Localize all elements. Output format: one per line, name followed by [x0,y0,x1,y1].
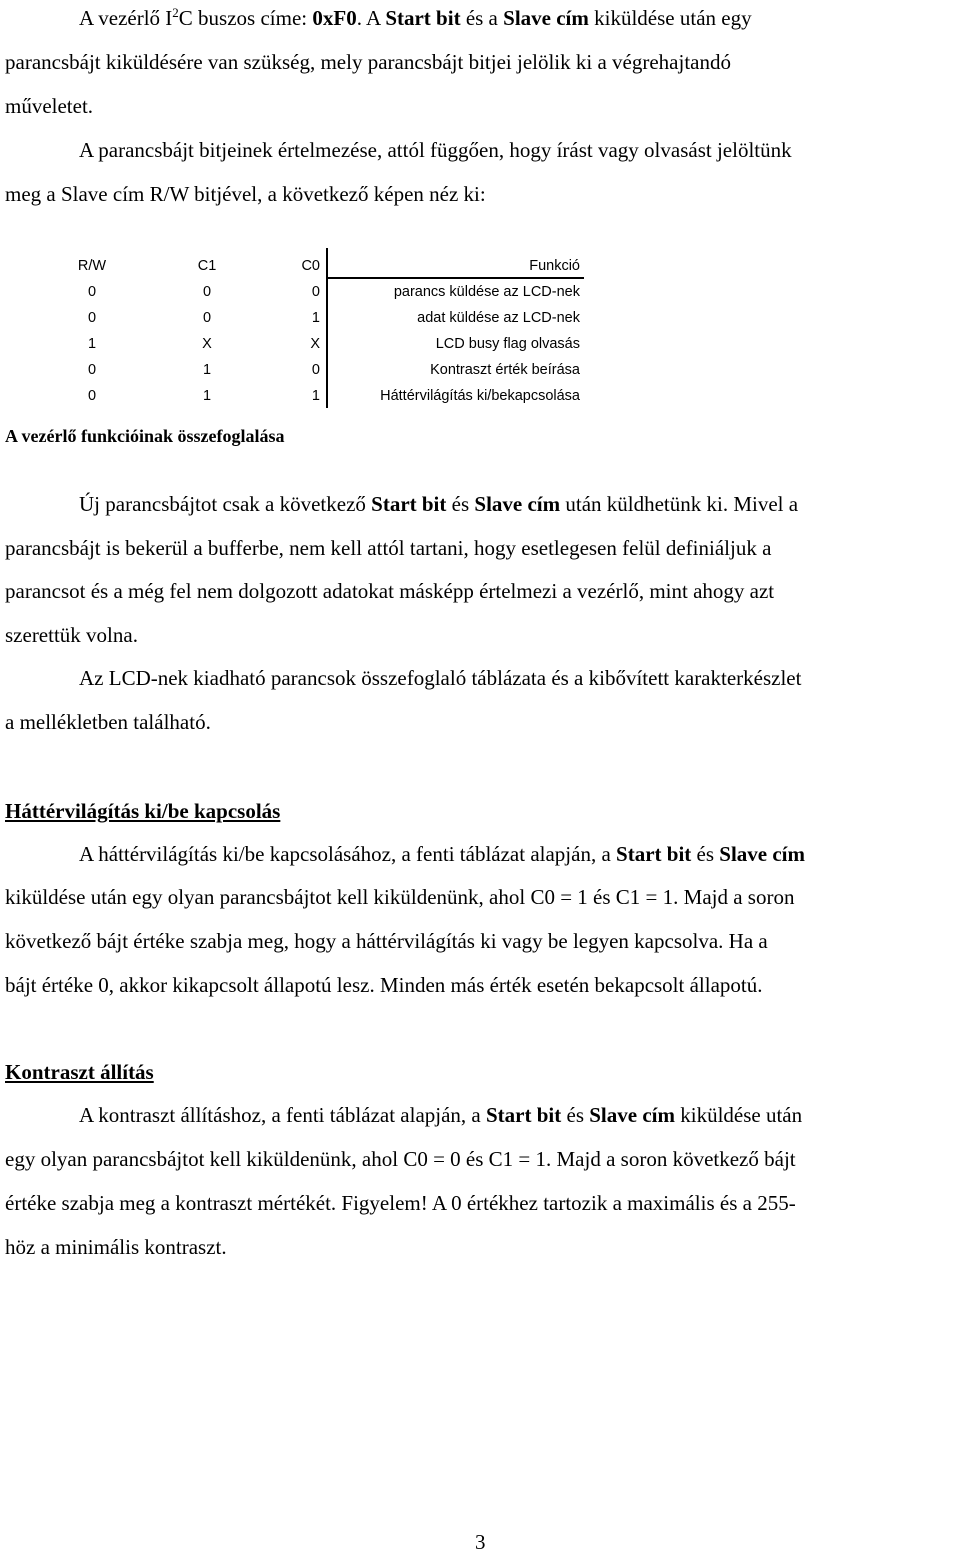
text: Új parancsbájtot csak a következő [79,492,372,516]
slave-address-term: Slave cím [589,1103,675,1127]
table-row-4-c0: 0 [311,362,320,378]
text: C buszos címe: [178,6,313,30]
table-row-2-c1: 0 [202,310,212,326]
slave-address-term: Slave cím [503,6,589,30]
header-rw: R/W [77,258,107,274]
table-row-4-function: Kontraszt érték beírása [430,362,580,378]
start-bit-term: Start bit [486,1103,562,1127]
table-header-divider [326,277,584,279]
text: A kontraszt állításhoz, a fenti táblázat alapján, a [79,1103,486,1127]
header-c1: C1 [197,258,217,274]
backlight-line-1 [79,844,805,865]
text: és a [460,6,504,30]
backlight-line-2: kiküldése után egy olyan parancsbájtot kell kiküldenünk, ahol C0 = 1 és C1 = 1. Majd a soron [5,885,795,909]
table-row-3-function: LCD busy flag olvasás [435,336,580,352]
backlight-heading: Háttérvilágítás ki/be kapcsolás [5,799,281,823]
para2-line-6: a mellékletben található. [5,710,211,734]
para2-line-3: parancsot és a még fel nem dolgozott adatokat másképp értelmezi a vezérlő, mint ahogy azt [5,579,775,603]
text: kiküldése után egy [588,6,752,30]
table-row-3-c1: X [202,336,212,352]
start-bit-term: Start bit [371,492,447,516]
text: A háttérvilágítás ki/be kapcsolásához, a fenti táblázat alapján, a [79,842,617,866]
intro-line-5: meg a Slave cím R/W bitjével, a következő képen néz ki: [5,182,486,206]
contrast-line-2: egy olyan parancsbájtot kell kiküldenünk, ahol C0 = 0 és C1 = 1. Majd a soron következő bájt [5,1147,796,1171]
superscript: 2 [172,5,179,20]
table-row-1-c0: 0 [311,284,320,300]
table-row-3-rw: 1 [87,336,97,352]
table-caption: A vezérlő funkcióinak összefoglalása [5,426,285,446]
text: és [561,1103,590,1127]
table-row-2-rw: 0 [87,310,97,326]
backlight-line-4: bájt értéke 0, akkor kikapcsolt állapotú lesz. Minden más érték esetén bekapcsolt állapotú. [5,973,763,997]
start-bit-term: Start bit [385,6,461,30]
text: kiküldése után [674,1103,803,1127]
para2-line-5: Az LCD-nek kiadható parancsok összefoglaló táblázata és a kibővített karakterkészlet [79,666,802,690]
table-row-5-c1: 1 [202,388,212,404]
slave-address-term: Slave cím [719,842,806,866]
function-table [0,0,960,450]
table-row-1-function: parancs küldése az LCD-nek [393,284,580,300]
header-c0: C0 [301,258,320,274]
text: és [446,492,475,516]
table-row-2-c0: 1 [311,310,320,326]
contrast-line-4: höz a minimális kontraszt. [5,1235,227,1259]
slave-address-term: Slave cím [474,492,561,516]
table-row-5-c0: 1 [311,388,320,404]
header-function: Funkció [529,258,580,274]
text: és [691,842,720,866]
table-vertical-divider [326,248,328,408]
contrast-line-1 [79,1105,802,1126]
table-row-1-c1: 0 [202,284,212,300]
intro-line-2: parancsbájt kiküldésére van szükség, mely parancsbájt bitjei jelölik ki a végrehajtandó [5,50,731,74]
table-row-5-function: Háttérvilágítás ki/bekapcsolása [380,388,580,404]
text: után küldhetünk ki. Mivel a [560,492,799,516]
bus-address: 0xF0 [312,6,357,30]
contrast-line-3: értéke szabja meg a kontraszt mértékét. Figyelem! A 0 értékhez tartozik a maximális és a 255- [5,1191,796,1215]
table-row-1-rw: 0 [87,284,97,300]
table-row-3-c0: X [310,336,320,352]
para2-line-1 [79,494,798,515]
intro-line-3: műveletet. [5,94,94,118]
para2-line-4: szerettük volna. [5,623,138,647]
text: A vezérlő I [79,6,173,30]
page-number: 3 [475,1530,486,1554]
contrast-heading: Kontraszt állítás [5,1060,154,1084]
intro-line-4: A parancsbájt bitjeinek értelmezése, attól függően, hogy írást vagy olvasást jelöltünk [79,138,792,162]
para2-line-2: parancsbájt is bekerül a bufferbe, nem kell attól tartani, hogy esetlegesen felül definiáljuk a [5,536,772,560]
text: . A [356,6,386,30]
start-bit-term: Start bit [616,842,692,866]
table-row-4-c1: 1 [202,362,212,378]
backlight-line-3: következő bájt értéke szabja meg, hogy a háttérvilágítás ki vagy be legyen kapcsolva. Ha a [5,929,768,953]
table-row-2-function: adat küldése az LCD-nek [417,310,580,326]
table-row-4-rw: 0 [87,362,97,378]
table-row-5-rw: 0 [87,388,97,404]
